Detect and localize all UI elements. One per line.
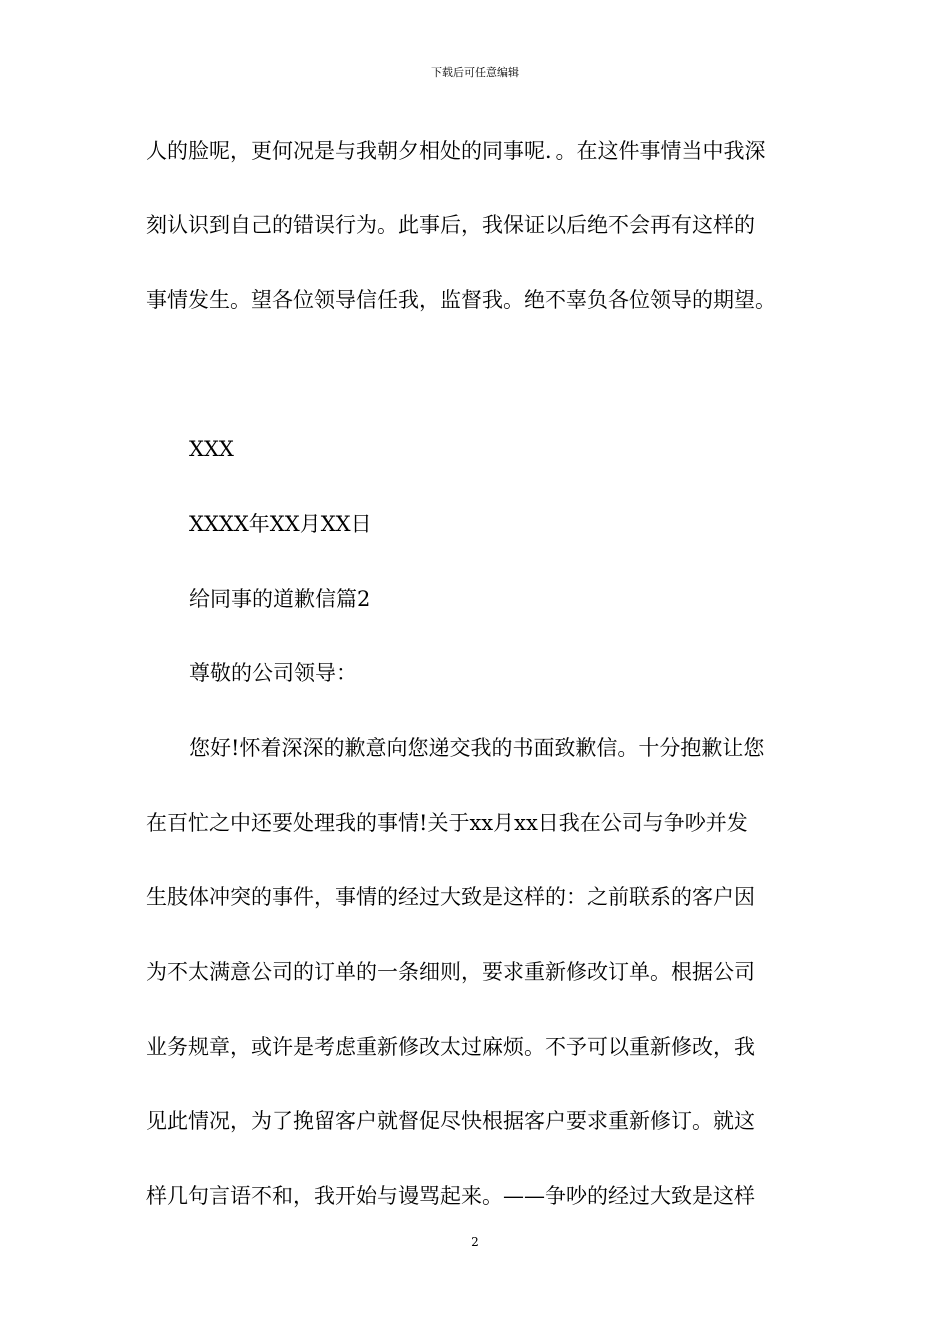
body-line: 生肢体冲突的事件，事情的经过大致是这样的：之前联系的客户因 bbox=[146, 885, 755, 909]
page-number: 2 bbox=[471, 1235, 479, 1249]
body-line: 刻认识到自己的错误行为。此事后，我保证以后绝不会再有这样的 bbox=[146, 213, 755, 237]
body-line: 为不太满意公司的订单的一条细则，要求重新修改订单。根据公司 bbox=[146, 960, 755, 984]
body-line: 样几句言语不和，我开始与谩骂起来。——争吵的经过大致是这样 bbox=[146, 1184, 755, 1208]
signature-name: XXX bbox=[189, 437, 234, 461]
salutation: 尊敬的公司领导： bbox=[189, 661, 357, 685]
body-line: 人的脸呢，更何况是与我朝夕相处的同事呢．。在这件事情当中我深 bbox=[146, 139, 766, 163]
section-title: 给同事的道歉信篇2 bbox=[189, 587, 371, 611]
signature-date: XXXX年XX月XX日 bbox=[189, 512, 372, 536]
body-line: 见此情况，为了挽留客户就督促尽快根据客户要求重新修订。就这 bbox=[146, 1109, 755, 1133]
body-line: 业务规章，或许是考虑重新修改太过麻烦。不予可以重新修改，我 bbox=[146, 1035, 755, 1059]
body-line: 您好!怀着深深的歉意向您递交我的书面致歉信。十分抱歉让您 bbox=[189, 736, 765, 760]
body-line: 事情发生。望各位领导信任我，监督我。绝不辜负各位领导的期望。 bbox=[146, 288, 776, 312]
body-line: 在百忙之中还要处理我的事情!关于xx月xx日我在公司与争吵并发 bbox=[146, 811, 748, 835]
page-header: 下载后可任意编辑 bbox=[431, 66, 519, 79]
